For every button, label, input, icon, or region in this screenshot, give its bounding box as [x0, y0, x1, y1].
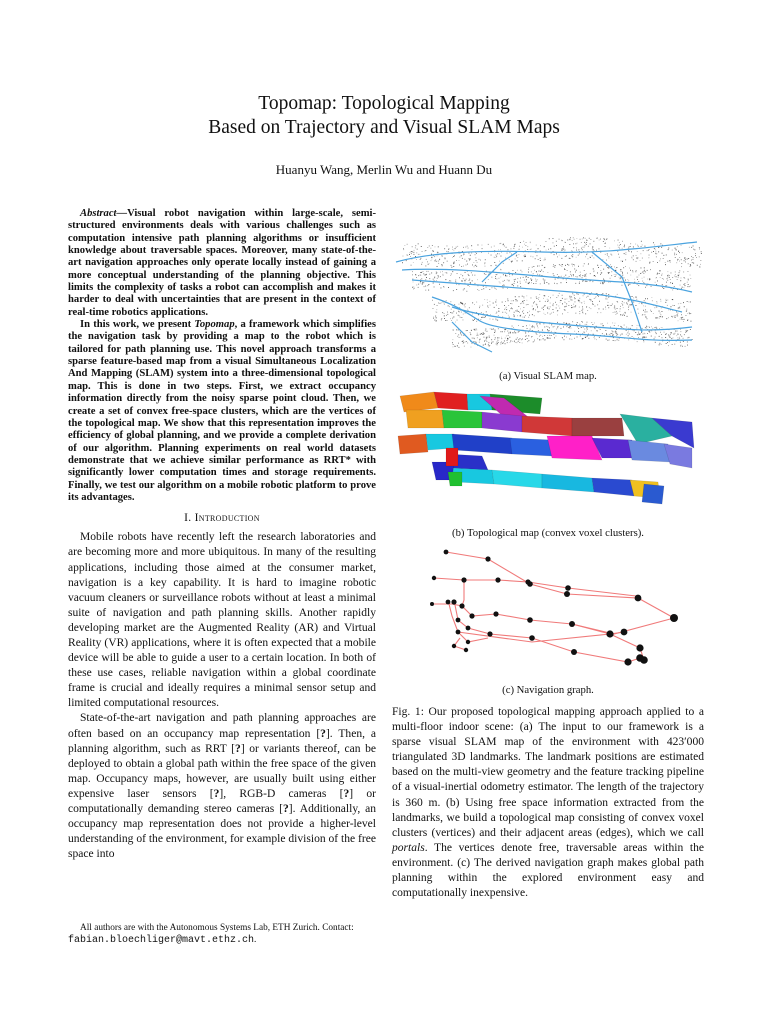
subcaption-a: (a) Visual SLAM map.: [499, 370, 597, 382]
intro-2f: ]. Additionally, an occupancy map representation does not provide a higher-level understanding of the environment, for example division of the free space into: [68, 803, 376, 861]
footnote-dot: .: [254, 935, 257, 945]
abstract-label: Abstract: [80, 208, 117, 219]
caption-part-d: . The vertices denote free, traversable areas within the environment. (c) The derived navigation graph makes global path planning within the explored environment easy and computationally inexpensive.: [392, 841, 704, 900]
visual-slam-map-image: [392, 222, 704, 367]
left-column: [68, 208, 376, 862]
citation-ref[interactable]: ?: [213, 787, 220, 800]
topomap-name: Topomap: [194, 319, 235, 331]
citation-ref[interactable]: ?: [235, 742, 241, 755]
section-heading-introduction: I. Introduction: [184, 512, 260, 525]
subcaption-b: (b) Topological map (convex voxel clusters).: [452, 527, 644, 539]
footnote: [68, 922, 376, 947]
abstract-paragraph-2: [68, 319, 376, 504]
abstract-text-2a: In this work, we present: [80, 319, 195, 331]
navigation-graph-image: [392, 542, 704, 680]
citation-ref[interactable]: ?: [343, 787, 350, 800]
caption-part-a: Fig. 1: Our proposed topological mapping approach applied to a multi-floor indoor scene: (a) The input to our framework is a sparse visual SLAM map of the environment with: [392, 706, 704, 749]
trajectory-lines: [396, 242, 697, 352]
intro-paragraph-1: Mobile robots have recently left the research laboratories and are becoming more and more ubiquitous. In many of the resulting applications, including those aimed at the consumer market, navigation is a key capability. It is hard to imagine robotic vacuum cleaners or surveillance robots without at least a minimal suite of navigation and path planning skills. Another rapidly developing market are the Augmented Reality (AR) and Virtual Reality (VR) applications, where it is often expected that a mobile device will be able to guide a user to a certain location. In both of these use cases, reliable navigation within a global coordinate frame is crucial and ideally requires a minimal sensor setup and limited computational resources.: [68, 531, 376, 710]
intro-2c: ] or variants thereof, can be deployed to obtain a global path within the free space of the given map. Occupancy maps, however, are usually built using either expensive laser sensors [: [68, 742, 376, 800]
intro-2b: ]. Then, a planning algorithm, such as RRT [: [68, 727, 376, 755]
footnote-text: All authors are with the Autonomous Systems Lab, ETH Zurich. Contact:: [80, 923, 354, 933]
topological-map-image: [392, 388, 704, 523]
abstract: [68, 208, 376, 504]
authors: Huanyu Wang, Merlin Wu and Huann Du: [275, 162, 493, 177]
caption-part-c: . (b) Using free space information extracted from the landmarks, we build a topological map consisting of convex voxel clusters (vertices) and their adjacent areas (edges), which we call: [392, 796, 704, 839]
citation-ref[interactable]: ?: [320, 727, 326, 740]
portals-term: portals: [392, 841, 425, 854]
caption-part-b: triangulated 3D landmarks. The landmark positions are estimated based on the multi-view geometry and the feature tracking pipeline of a visual-inertial odometry estimator. The length of the trajectory is: [392, 751, 704, 809]
paper-title: [0, 92, 768, 140]
intro-2a: State-of-the-art navigation and path planning approaches are often based on an occupancy map representation [: [68, 712, 376, 740]
abstract-text-2b: , a framework which simplifies the navigation task by providing a map to the robot which is tailored for path planning use. This novel approach transforms a sparse feature-based map from a visual Simultaneous Localization And Mapping (SLAM) system into a three-dimensional topological map. This is done in two steps. First, we extract occupancy information directly from the noisy sparse point cloud. Then, we create a set of convex free-space clusters, which are the vertices of the topological map. We show that this representation improves the efficiency of global planning, and we provide a complete derivation of our algorithm. Planning experiments on real world datasets demonstrate that we achieve similar performance as RRT* with significantly lower computation times and storage requirements. Finally, we test our algorithm on a mobile robotic platform to prove its advantages.: [68, 319, 376, 503]
citation-ref[interactable]: ?: [283, 803, 289, 816]
subcaption-c: (c) Navigation graph.: [502, 684, 594, 696]
trajectory-length: 360 m: [405, 796, 438, 809]
graph-nodes: [430, 550, 678, 666]
title-line-1: Topomap: Topological Mapping: [258, 93, 510, 114]
intro-2e: ] or computationally demanding stereo cameras [: [68, 787, 376, 816]
abstract-paragraph-1: Abstract—Visual robot navigation within large-scale, semi-structured environments deals with various challenges such as computation intensive path planning algorithms or insufficient knowledge about traversable spaces. Moreover, many state-of-the-art navigation approaches only operate locally instead of gaining a more conceptual understanding of the planning objective. This limits the complexity of tasks a robot can accomplish and makes it harder to deal with uncertainties that are present in the context of real-time robotics applications.: [68, 208, 376, 318]
figure-caption: [392, 705, 704, 901]
abstract-text-1: Visual robot navigation within large-scale, semi-structured environments deals with various challenges such as computation intensive path planning algorithms or insufficient knowledge about traversable spaces. Moreover, many state-of-the-art navigation approaches only operate locally instead of gaining a more conceptual understanding of the planning objective. This limits the complexity of tasks a robot can accomplish and makes it harder to deal with uncertainties that are present in the context of real-time robotics applications.: [68, 208, 376, 318]
landmark-count: 423′000: [666, 736, 704, 749]
contact-email[interactable]: fabian.bloechliger@mavt.ethz.ch: [68, 935, 255, 946]
voxel-clusters: [398, 392, 694, 504]
title-line-2: Based on Trajectory and Visual SLAM Maps: [208, 117, 560, 138]
intro-paragraph-2: [68, 711, 376, 862]
intro-2d: ], RGB-D cameras [: [219, 787, 344, 800]
